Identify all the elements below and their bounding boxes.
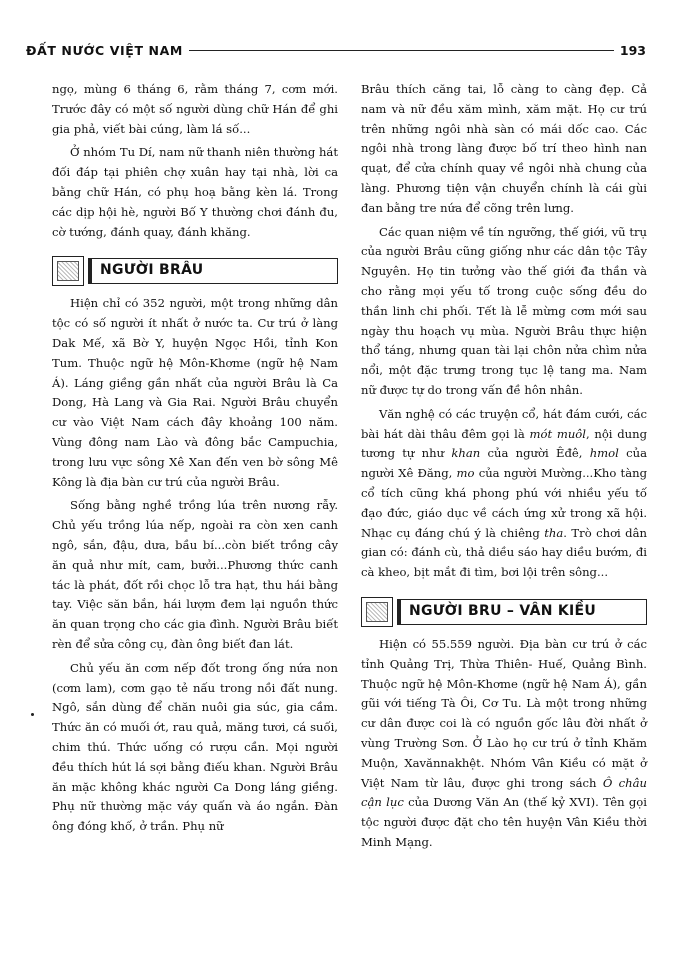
paragraph: Ở nhóm Tu Dí, nam nữ thanh niên thường hát đối đáp tại phiên chợ xuân hay tại nhà, lời ca bằng chữ Hán, có phụ hoạ bằng kèn lá. Trong các dịp hội hè, người Bố Y thường chơi đánh đu, cờ tướng, đánh quay, đánh khăng. — [52, 145, 338, 239]
paragraph — [361, 405, 647, 583]
text-run: của người Êđê, — [480, 446, 590, 461]
book-title: ĐẤT NƯỚC VIỆT NAM — [26, 42, 183, 58]
paragraph: Các quan niệm về tín ngưỡng, thế giới, vũ trụ của người Brâu cũng giống như các dân tộc Tây Nguyên. Họ tin tưởng vào thế giới đa thần và cho rằng mọi yếu tố trong cuộc sống đều do thần linh chi phối. Tết là lễ mừng cơm mới sau ngày thu hoạch vụ mùa. Người Brâu thực hiện thổ táng, nhưng quan tài lại chôn nửa chìm nửa nổi, một đặc trưng trong tục lệ tang ma. Nam nữ được tự do trong vấn đề hôn nhân. — [361, 224, 647, 397]
paragraph: Sống bằng nghề trồng lúa trên nương rẫy. Chủ yếu trồng lúa nếp, ngoài ra còn xen canh ngô, sắn, đậu, dưa, bầu bí...còn biết trồng cây ăn quả như mít, cam, bưởi...Phương thức canh tác là phát, đốt rồi chọc lỗ tra hạt, thu hái bằng tay. Việc săn bắn, hái lượm đem lại nguồn thức ăn quan trọng cho các gia đình. Người Brâu biết rèn để sửa công cụ, đàn ông biết đan lát. — [52, 498, 338, 651]
paragraph: Chủ yếu ăn cơm nếp đốt trong ống nứa non (cơm lam), cơm gạo tẻ nấu trong nồi đất nung. Ngô, sắn dùng để chăn nuôi gia súc, gia cầm. Thức ăn có muối ớt, rau quả, măng tươi, cá suối, chim thú. Thức uống có rượu cần. Mọi người đều thích hút lá sợi bằng điếu khan. Người Brâu ăn mặc không khác người Ca Dong láng giềng. Phụ nữ thường mặc váy quấn và áo ngắn. Đàn ông đóng khố, ở trần. Phụ nữ — [52, 660, 338, 834]
text-run: Hiện có 55.559 người. Địa bàn cư trú ở các tỉnh Quảng Trị, Thừa Thiên- Huế, Quảng Bình. Thuộc ngữ hệ Môn-Khơme (ngữ hệ Nam Á), gần gũi với tiếng Tà Ôi, Cơ Tu. Là một trong những cư dân được coi là có nguồn gốc lâu đời nhất ở vùng Trường Sơn. Ở Lào họ cư trú ở tỉnh Khăm Muộn, Xavănnakhệt. Nhóm Vân Kiều có mặt ở Việt Nam từ lâu, được ghi trong sách — [361, 636, 647, 790]
section-heading — [361, 597, 647, 627]
paragraph: Brâu thích căng tai, lỗ càng to càng đẹp. Cả nam và nữ đều xăm mình, xăm mặt. Họ cư trú trên những ngôi nhà sàn có mái dốc cao. Các ngôi nhà trong làng được bố trí theo hình nan quạt, để cửa chính quay về ngôi nhà chung của làng. Phương tiện vận chuyển chính là cái gùi đan bằng tre nứa để cõng trên lưng. — [361, 82, 647, 215]
section-emblem-icon — [361, 597, 393, 627]
section-title: NGƯỜI BRÂU — [88, 258, 338, 284]
right-column — [361, 80, 647, 857]
italic-term: mo — [456, 466, 475, 481]
text-run: của người Mường...Kho tàng cổ tích cũng khá phong phú với nhiều yếu tố đạo đức, giáo dục về cách ứng xử trong xã hội. Nhạc cụ đáng chú ý là chiêng — [361, 466, 647, 540]
header-rule — [189, 50, 614, 51]
text-run: Văn nghệ có các truyện cổ, hát đám cưới, các bài hát dài thâu đêm gọi là — [361, 406, 647, 441]
text-run: của người Xê Đăng, — [361, 446, 648, 481]
text-run: của Dương Văn An (thế kỷ XVI). Tên gọi tộc người được đặt cho tên huyện Vân Kiều thời Minh Mạng. — [361, 795, 647, 849]
left-column — [52, 80, 338, 841]
text-run: , nội dung tương tự như — [361, 426, 647, 461]
section-title: NGƯỜI BRU – VÂN KIỀU — [397, 599, 647, 625]
italic-term: mót muôl — [529, 426, 586, 441]
paragraph — [361, 635, 647, 853]
section-heading — [52, 256, 338, 286]
section-emblem-icon — [52, 256, 84, 286]
text-run: . Trò chơi dân gian có: đánh cù, thả diều sáo hay diều bướm, đi cà kheo, bịt mắt đi tìm, bơi lội trên sông... — [361, 525, 647, 580]
italic-book-title: Ô châu cận lục — [361, 775, 647, 810]
page-number: 193 — [619, 42, 646, 58]
italic-term: khan — [451, 446, 481, 461]
running-header — [26, 40, 646, 60]
margin-dot — [31, 713, 34, 716]
italic-term: hmol — [589, 446, 619, 461]
paragraph: ngọ, mùng 6 tháng 6, rằm tháng 7, cơm mới. Trước đây có một số người dùng chữ Hán để ghi gia phả, viết bài cúng, làm lá số... — [52, 82, 338, 136]
paragraph: Hiện chỉ có 352 người, một trong những dân tộc có số người ít nhất ở nước ta. Cư trú ở làng Dak Mế, xã Bờ Y, huyện Ngọc Hồi, tỉnh Kon Tum. Thuộc ngữ hệ Môn-Khơme (ngữ hệ Nam Á). Láng giềng gần nhất của người Brâu là Ca Dong, Hà Lang và Gia Rai. Người Brâu chuyển cư vào Việt Nam cách đây khoảng 100 năm. Vùng đông nam Lào và đông bắc Campuchia, trong lưu vực sông Xê Xan đến ven bờ sông Mê Kông là địa bàn cư trú của người Brâu. — [52, 296, 338, 489]
italic-term: tha — [544, 525, 564, 540]
